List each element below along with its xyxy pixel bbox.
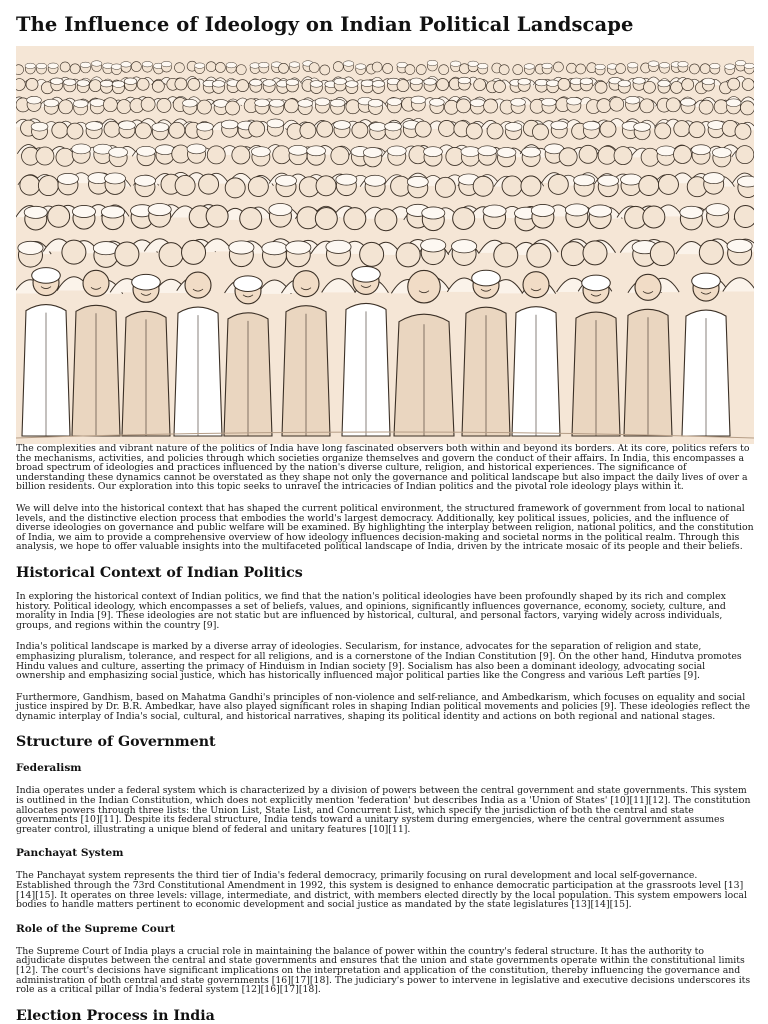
- section-heading-historical: Historical Context of Indian Politics: [16, 564, 303, 581]
- supreme-court-paragraph: The Supreme Court of India plays a crucial role in maintaining the balance of power within the country's federal structure. It has the authority to adjudicate disputes between the central and state governments and ensures that the union and state governments operate within the constitutional limits [12]. The court's decisions have significant implications on the interpretation and application of the constitution, thereby influencing the governance and administration of both central and state governments [16][17][18]. The judiciary's power to intervene in legislative and executive decisions underscores its role as a critical pillar of India's federal system [12][16][17][18].: [16, 945, 751, 996]
- federalism-paragraph: India operates under a federal system which is characterized by a division of powers between the central government and state governments. This system is outlined in the Indian Constitution, which does not explicitly mention 'federation' but describes India as a 'Union of States' [10][11][12]. The constitution allocates powers through three lists: the Union List, State List, and Concurrent List, which specify the jurisdiction of both the central and state governments [10][11]. Despite its federal structure, India tends toward a unitary system during emergencies, where the central government assumes greater control, illustrating a unique blend of federal and unitary features [10][11].: [16, 785, 751, 835]
- crowd-illustration-icon: [16, 46, 754, 444]
- historical-paragraph-1: In exploring the historical context of Indian politics, we find that the nation's political ideologies have been profoundly shaped by its rich and complex history. Political ideology, which encompasses a set of beliefs, values, and opinions, significantly influences governance, economy, society, culture, and morality in India [9]. These ideologies are not static but are influenced by historical, cultural, and personal factors, varying widely across individuals, groups, and regions within the country [9].: [16, 590, 726, 631]
- panchayat-paragraph: The Panchayat system represents the third tier of India's federal democracy, primarily focusing on rural development and local self-governance. Established through the 73rd Constitutional Amendment in 1992, this system is designed to enhance democratic participation at the grassroots level [13][14][15]. It operates on three levels: village, intermediate, and district, with members elected directly by the local population. This system empowers local bodies to handle matters pertinent to economic development and social justice as mandated by the state legislatures [13][14][15].: [16, 870, 747, 911]
- hero-image-crowd: [16, 46, 754, 444]
- section-heading-structure: Structure of Government: [16, 734, 216, 751]
- subheading-federalism: Federalism: [16, 762, 82, 775]
- page-title: The Influence of Ideology on Indian Political Landscape: [16, 13, 634, 36]
- intro-paragraph-2: We will delve into the historical context that has shaped the current political environment, the structured framework of government from local to national levels, and the distinctive election process that embodies the world's largest democracy. Additionally, key political issues, policies, and the influence of diverse ideologies on governance and public welfare will be examined. By highlighting the interplay between religion, national politics, and the constitution of India, we aim to provide a comprehensive overview of how ideology influences decision-making and societal norms in the political realm. Through this analysis, we hope to offer valuable insights into the multifaceted political landscape of India, driven by the intricate mosaic of its people and their beliefs.: [16, 502, 754, 553]
- historical-paragraph-3: Furthermore, Gandhism, based on Mahatma Gandhi's principles of non-violence and self-reliance, and Ambedkarism, which focuses on equality and social justice inspired by Dr. B.R. Ambedkar, have also played significant roles in shaping Indian political movements and policies [9]. These ideologies reflect the dynamic interplay of India's social, cultural, and historical narratives, shaping its political identity and actions on both regional and national stages.: [16, 691, 751, 722]
- subheading-panchayat: Panchayat System: [16, 847, 124, 860]
- article-body: [16, 444, 754, 1024]
- intro-paragraph-1: The complexities and vibrant nature of the politics of India have long fascinated observers both within and beyond its borders. At its core, politics refers to the mechanisms, activities, and policies through which societies organize themselves and govern the conduct of their affairs. In India, this encompasses a broad spectrum of ideologies and practices influenced by the nation's diverse culture, religion, and historical experiences. The significance of understanding these dynamics cannot be overstated as they shape not only the governance and political landscape but also impact the daily lives of over a billion residents. Our exploration into this topic seeks to unravel the intricacies of Indian politics and the pivotal role ideology plays within it.: [16, 443, 750, 493]
- historical-paragraph-2: India's political landscape is marked by a diverse array of ideologies. Secularism, for instance, advocates for the separation of religion and state, emphasizing pluralism, tolerance, and respect for all religions, and is a cornerstone of the Indian Constitution [9]. On the other hand, Hindutva promotes Hindu values and culture, asserting the primacy of Hinduism in Indian society [9]. Socialism has also been a dominant ideology, advocating social ownership and emphasizing social justice, which has historically influenced major political parties like the Congress and various Left parties [9].: [16, 641, 742, 682]
- subheading-supreme-court: Role of the Supreme Court: [16, 922, 176, 935]
- section-heading-election: Election Process in India: [16, 1007, 215, 1024]
